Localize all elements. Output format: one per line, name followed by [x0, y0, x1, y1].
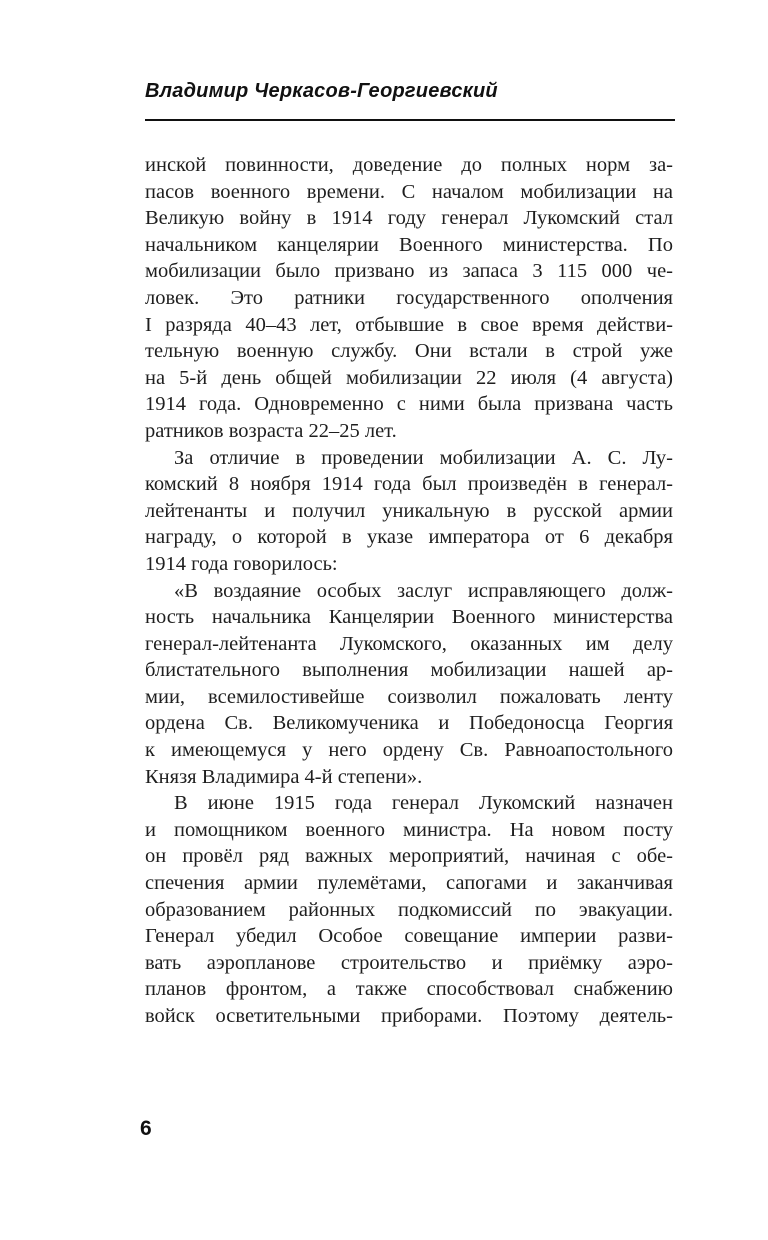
page-number: 6 [140, 1117, 152, 1140]
text-line: на 5-й день общей мобилизации 22 июля (4 августа) [145, 366, 673, 389]
text-line: спечения армии пулемётами, сапогами и заканчивая [145, 872, 673, 895]
text-line: блистательного выполнения мобилизации нашей ар- [145, 659, 673, 682]
text-line: «В воздаяние особых заслуг исправляющего долж- [174, 579, 673, 602]
text-line: инской повинности, доведение до полных норм за- [145, 154, 673, 176]
text-line: лейтенанты и получил уникальную в русской армии [145, 499, 673, 522]
text-line: к имеющемуся у него ордену Св. Равноапостольного [145, 739, 673, 762]
text-line: тельную военную службу. Они встали в строй уже [145, 340, 673, 363]
text-line: войск осветительными приборами. Поэтому деятель- [145, 1005, 673, 1027]
text-line: ность начальника Канцелярии Военного министерства [145, 606, 673, 629]
text-line: ордена Св. Великомученика и Победоносца Георгия [145, 712, 673, 735]
text-line: образованием районных подкомиссий по эвакуации. [145, 898, 673, 921]
running-head: Владимир Черкасов-Георгиевский [145, 80, 498, 102]
text-line: вать аэропланове строительство и приёмку аэро- [145, 951, 673, 974]
text-line: начальником канцелярии Военного министерства. По [145, 233, 673, 256]
text-line: мобилизации было призвано из запаса 3 115 000 че- [145, 260, 673, 283]
header-rule [145, 119, 675, 121]
text-line: и помощником военного министра. На новом посту [145, 818, 673, 841]
text-line: награду, о которой в указе императора от 6 декабря [145, 526, 673, 549]
text-line: ратников возраста 22–25 лет. [145, 419, 397, 442]
text-line: В июне 1915 года генерал Лукомский назначен [174, 792, 673, 815]
text-line: пасов военного времени. С началом мобилизации на [145, 180, 673, 203]
text-line: I разряда 40–43 лет, отбывшие в свое время действи- [145, 313, 673, 336]
text-line: ловек. Это ратники государственного ополчения [145, 286, 673, 309]
text-line: он провёл ряд важных мероприятий, начиная с обе- [145, 845, 673, 868]
text-line: 1914 года говорилось: [145, 552, 338, 575]
text-line: 1914 года. Одновременно с ними была призвана часть [145, 393, 673, 416]
page-body-text [145, 152, 673, 1030]
text-line: комский 8 ноября 1914 года был произведён в генерал- [145, 473, 673, 496]
text-line: Великую войну в 1914 году генерал Лукомский стал [145, 207, 673, 230]
text-line: генерал-лейтенанта Лукомского, оказанных им делу [145, 632, 673, 655]
text-line: Генерал убедил Особое совещание империи разви- [145, 925, 673, 948]
text-line: За отличие в проведении мобилизации А. С. Лу- [174, 446, 673, 469]
text-line: планов фронтом, а также способствовал снабжению [145, 978, 673, 1001]
text-line: мии, всемилостивейше соизволил пожаловать ленту [145, 685, 673, 708]
text-line: Князя Владимира 4-й степени». [145, 765, 423, 788]
